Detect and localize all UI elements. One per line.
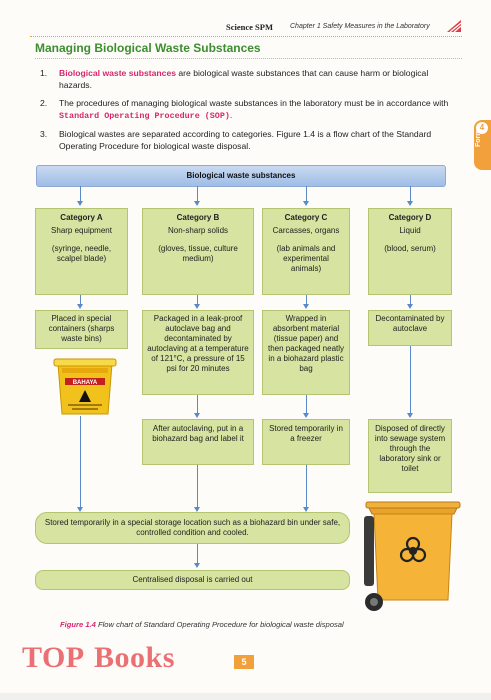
key-term: Biological waste substances bbox=[59, 68, 177, 78]
bin-label: BAHAYA bbox=[72, 380, 98, 386]
flow-line bbox=[80, 416, 81, 508]
category-examples: (blood, serum) bbox=[384, 244, 436, 253]
flow-line bbox=[197, 395, 198, 414]
step-b-box: Packaged in a leak-proof autoclave bag and decontaminated by autoclaving at a temperature of 121°C, a pressure of 15 psi for 20 minutes bbox=[142, 310, 254, 395]
paragraph-number: 2. bbox=[40, 98, 48, 108]
section-title: Managing Biological Waste Substances bbox=[35, 41, 261, 55]
paragraph-number: 3. bbox=[40, 129, 48, 139]
category-examples: (syringe, needle, scalpel blade) bbox=[51, 244, 112, 263]
flow-arrow bbox=[194, 304, 200, 309]
figure-label: Figure 1.4 bbox=[60, 620, 96, 629]
form-number: 4 bbox=[476, 122, 488, 134]
step3-d-box: Disposed of directly into sewage system through the laboratory sink or toilet bbox=[368, 419, 452, 493]
paragraph-2 bbox=[40, 97, 460, 123]
flow-arrow bbox=[194, 201, 200, 206]
flow-line bbox=[197, 465, 198, 508]
category-examples: (lab animals and experimental animals) bbox=[276, 244, 336, 273]
header-subject: Science SPM bbox=[226, 22, 273, 32]
flow-line bbox=[197, 186, 198, 202]
header-divider bbox=[30, 36, 462, 37]
flow-line bbox=[306, 395, 307, 414]
category-type: Non-sharp solids bbox=[167, 226, 229, 235]
flow-top-box: Biological waste substances bbox=[36, 165, 446, 187]
biohazard-bin-image bbox=[358, 496, 468, 614]
sharps-bin-image bbox=[50, 356, 120, 416]
paragraph-number: 1. bbox=[40, 68, 48, 78]
category-examples: (gloves, tissue, culture medium) bbox=[158, 244, 238, 263]
category-d-box bbox=[368, 208, 452, 295]
flow-arrow bbox=[194, 413, 200, 418]
category-b-box bbox=[142, 208, 254, 295]
figure-caption bbox=[60, 620, 344, 629]
flow-arrow bbox=[407, 304, 413, 309]
page-number: 5 bbox=[234, 655, 254, 669]
header-chapter: Chapter 1 Safety Measures in the Laboratory bbox=[290, 23, 430, 30]
paragraph-1 bbox=[40, 67, 460, 93]
step-a-box: Placed in special containers (sharps waste bins) bbox=[35, 310, 128, 349]
paragraph-3 bbox=[40, 128, 460, 154]
category-type: Sharp equipment bbox=[51, 226, 112, 235]
category-c-box bbox=[262, 208, 350, 295]
form-label: Form bbox=[475, 129, 482, 147]
category-type: Liquid bbox=[399, 226, 421, 235]
caption-text: Flow chart of Standard Operating Procedure for biological waste disposal bbox=[95, 620, 344, 629]
paragraph-text: are biological waste substances that can cause harm or biological hazards. bbox=[59, 68, 429, 90]
flow-arrow bbox=[77, 201, 83, 206]
watermark-part1: TOP bbox=[22, 641, 85, 674]
flow-arrow bbox=[407, 413, 413, 418]
flow-arrow bbox=[303, 413, 309, 418]
category-name: Category C bbox=[284, 213, 328, 222]
flow-line bbox=[410, 186, 411, 202]
category-name: Category B bbox=[176, 213, 220, 222]
flow-arrow bbox=[303, 304, 309, 309]
flow-arrow bbox=[194, 563, 200, 568]
title-divider bbox=[35, 58, 462, 59]
category-name: Category D bbox=[388, 213, 432, 222]
sop-term: Standard Operating Procedure (SOP) bbox=[59, 111, 230, 121]
flow-arrow bbox=[77, 304, 83, 309]
step3-c-box: Stored temporarily in a freezer bbox=[262, 419, 350, 465]
final-box: Centralised disposal is carried out bbox=[35, 570, 350, 590]
category-a-box bbox=[35, 208, 128, 295]
step-c-box: Wrapped in absorbent material (tissue paper) and then packaged neatly in a biohazard plastic bag bbox=[262, 310, 350, 395]
form-tab bbox=[474, 120, 491, 170]
flow-line bbox=[306, 465, 307, 508]
flow-arrow bbox=[407, 201, 413, 206]
topbooks-watermark bbox=[22, 633, 202, 683]
flow-arrow bbox=[303, 201, 309, 206]
chapter-logo-icon bbox=[446, 19, 462, 33]
category-name: Category A bbox=[60, 213, 103, 222]
watermark-part2: Books bbox=[94, 641, 175, 674]
flow-line bbox=[306, 186, 307, 202]
flow-line bbox=[80, 186, 81, 202]
paragraph-text: The procedures of managing biological waste substances in the laboratory must be in accordance with bbox=[59, 98, 449, 108]
page-bottom-edge bbox=[0, 693, 491, 700]
category-type: Carcasses, organs bbox=[272, 226, 340, 235]
step3-b-box: After autoclaving, put in a biohazard bag and label it bbox=[142, 419, 254, 465]
step-d-box: Decontaminated by autoclave bbox=[368, 310, 452, 346]
paragraph-end: . bbox=[229, 110, 233, 120]
flow-line bbox=[410, 346, 411, 414]
storage-box: Stored temporarily in a special storage location such as a biohazard bin under safe, controlled condition and cooled. bbox=[35, 512, 350, 544]
paragraph-text: Biological wastes are separated according to categories. Figure 1.4 is a flow chart of the Standard Operating Procedure for biological waste disposal. bbox=[59, 129, 432, 151]
flow-line bbox=[197, 544, 198, 564]
